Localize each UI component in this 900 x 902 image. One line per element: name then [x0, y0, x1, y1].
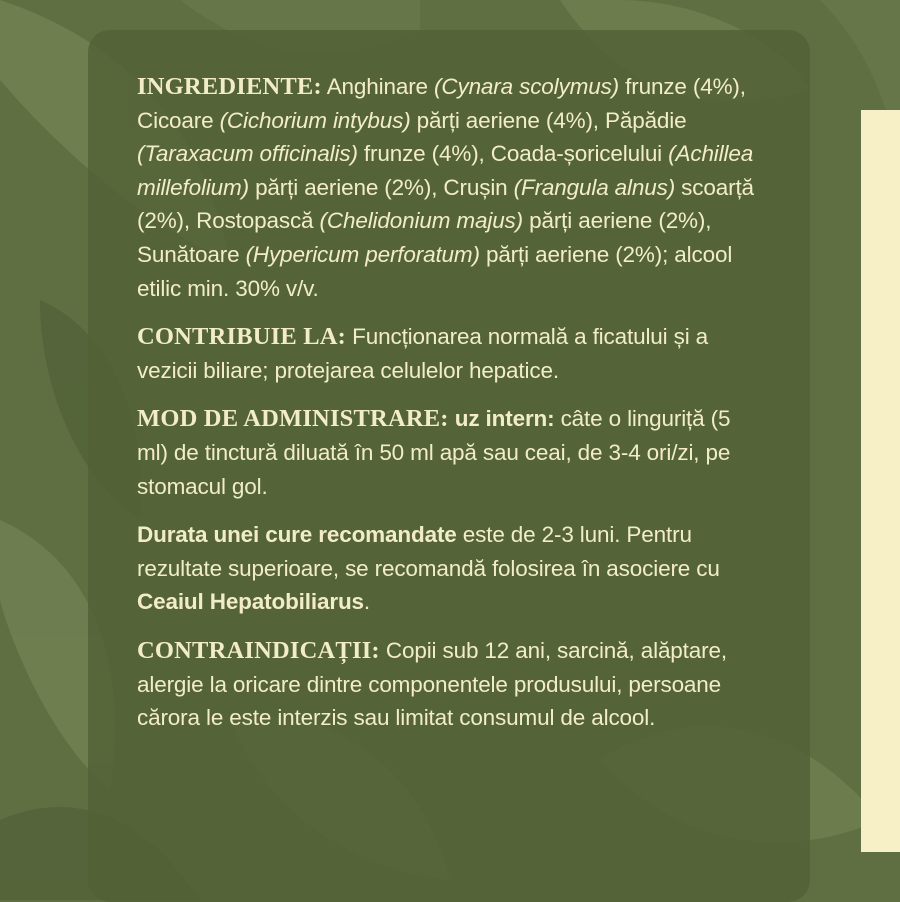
cream-accent-strip [861, 110, 900, 852]
ingredient-latin-name: (Hypericum perforatum) [245, 241, 480, 267]
duration-paragraph [137, 518, 757, 619]
contraindications-paragraph [137, 634, 757, 735]
ingredient-text: părți aeriene (4%), Păpădie [410, 107, 687, 133]
administration-text: câte o linguriță (5 ml) de tinctură diluată în 50 ml apă sau ceai, de 3-4 ori/zi, pe stomacul gol. [137, 406, 731, 499]
administration-paragraph [137, 402, 757, 503]
ingredient-latin-name: (Taraxacum officinalis) [137, 141, 358, 167]
ingredients-paragraph [137, 70, 757, 305]
ingredient-latin-name: (Cichorium intybus) [219, 107, 411, 133]
ingredient-text: părți aeriene (2%), Crușin [248, 174, 514, 200]
label-text-block [137, 70, 757, 750]
contraindications-text: Copii sub 12 ani, sarcină, alăptare, alergie la oricare dintre componentele produsului, persoane cărora le este interzis sau limitat consumul de alcool. [137, 637, 727, 731]
benefits-heading: CONTRIBUIE LA: [137, 323, 347, 351]
ingredient-latin-name: (Frangula alnus) [513, 174, 676, 200]
ingredient-text: frunze (4%), Cicoare [137, 74, 746, 133]
ingredient-latin-name: (Cynara scolymus) [434, 74, 620, 99]
ingredient-text: frunze (4%), Coada-șoricelului [357, 141, 669, 167]
duration-text-end: . [363, 589, 371, 615]
benefits-paragraph [137, 320, 757, 387]
ingredient-text: Anghinare [321, 74, 435, 99]
contraindications-heading: CONTRAINDICAȚII: [137, 636, 380, 664]
ingredient-latin-name: (Chelidonium majus) [319, 208, 524, 234]
ingredient-text: părți aeriene (2%); alcool etilic min. 30% v/v. [137, 241, 733, 301]
related-product-name: Ceaiul Hepatobiliarus [137, 589, 364, 615]
administration-usage: uz intern: [448, 406, 555, 432]
benefits-text: Funcționarea normală a ficatului și a vezicii biliare; protejarea celulelor hepatice. [137, 324, 709, 383]
ingredient-latin-name: (Achillea millefolium) [137, 141, 754, 200]
duration-label: Durata unei cure recomandate [137, 522, 457, 548]
ingredient-text: părți aeriene (2%), Sunătoare [137, 208, 712, 267]
duration-text: este de 2-3 luni. Pentru rezultate superioare, se recomandă folosirea în asociere cu [137, 522, 720, 581]
administration-heading: MOD DE ADMINISTRARE: [137, 405, 449, 433]
ingredient-text: scoarță (2%), Rostopască [137, 174, 754, 234]
ingredients-heading: INGREDIENTE: [137, 73, 322, 100]
